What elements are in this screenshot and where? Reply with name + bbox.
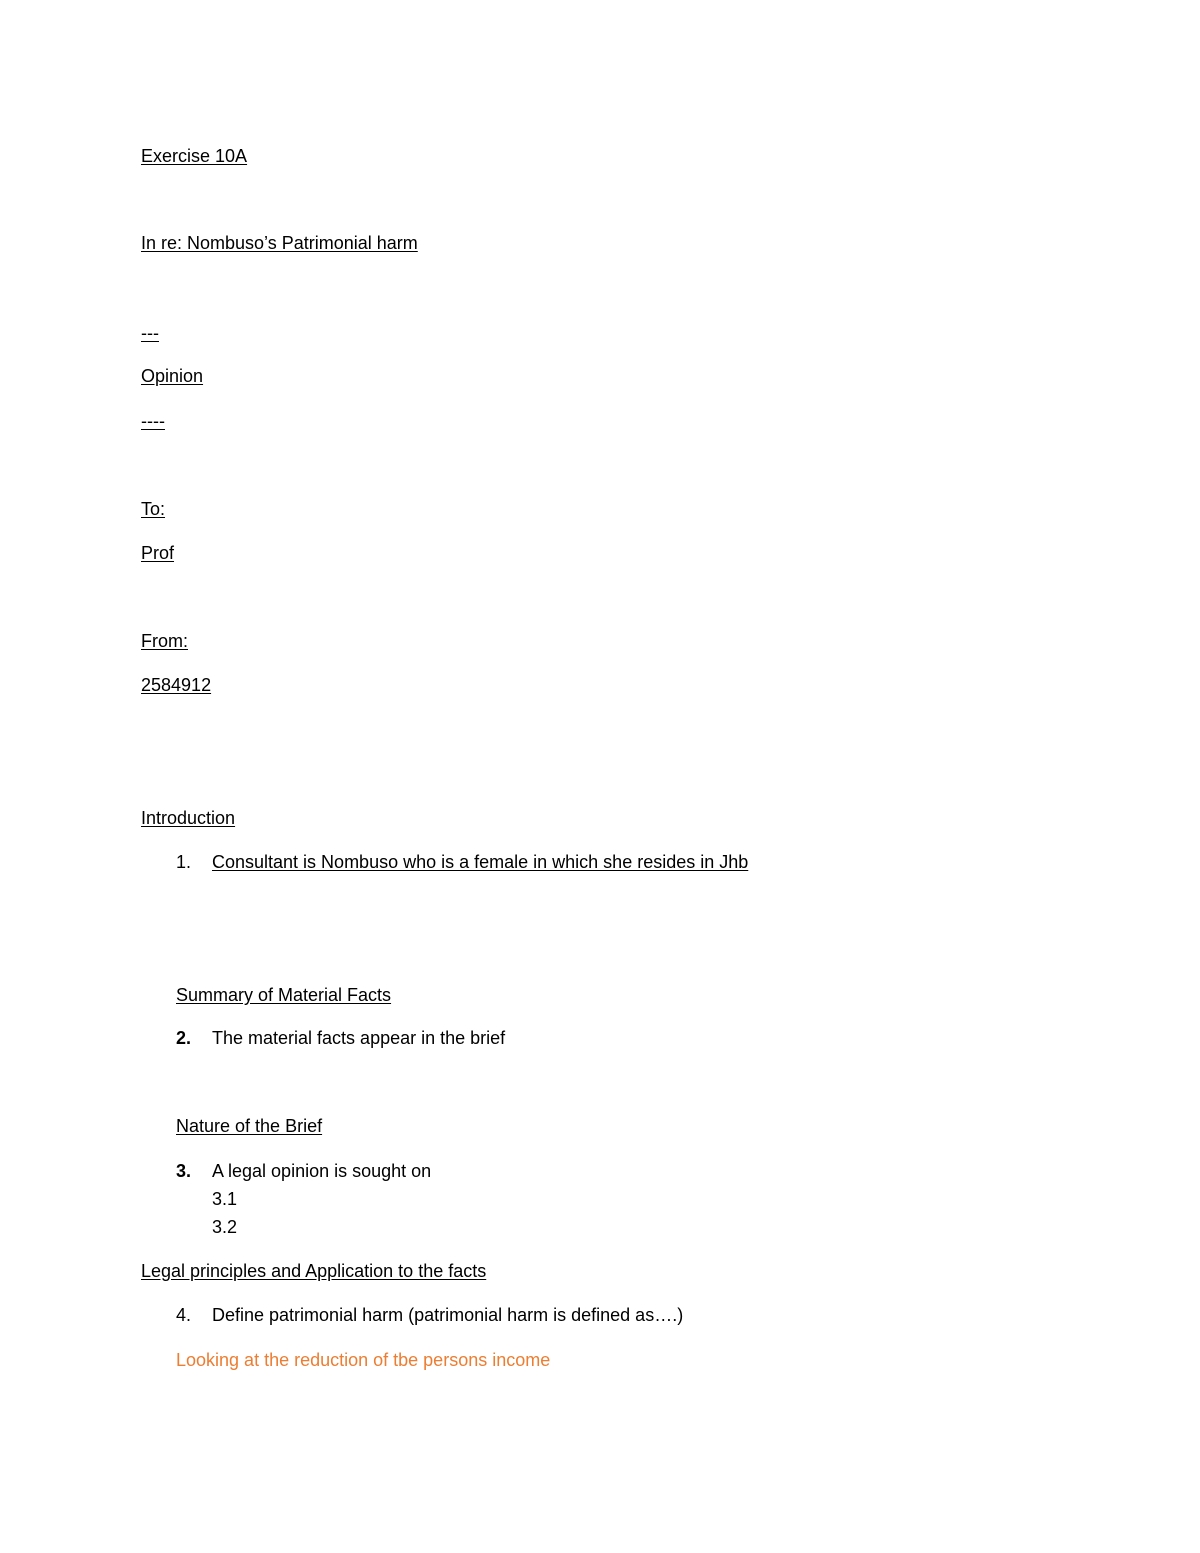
dash-separator-bottom: ---- [141,411,165,431]
to-value: Prof [141,543,175,563]
exercise-title: Exercise 10A [141,146,248,166]
summary-item-text: The material facts appear in the brief [212,1028,506,1048]
from-value: 2584912 [141,675,212,695]
legal-principles-heading: Legal principles and Application to the facts [141,1261,487,1281]
summary-item-number: 2. [176,1028,192,1048]
nature-item-text: A legal opinion is sought on [212,1161,432,1181]
in-re-line: In re: Nombuso’s Patrimonial harm [141,233,418,253]
nature-item-number: 3. [176,1161,192,1181]
legal-item-text: Define patrimonial harm (patrimonial harm is defined as….) [212,1305,684,1325]
introduction-heading: Introduction [141,808,236,828]
introduction-item-number: 1. [176,852,192,872]
legal-note: Looking at the reduction of tbe persons income [176,1350,551,1370]
introduction-item-text: Consultant is Nombuso who is a female in which she resides in Jhb [212,852,749,872]
nature-heading: Nature of the Brief [176,1116,323,1136]
nature-sub-item: 3.2 [212,1217,238,1237]
dash-separator-top: --- [141,323,159,343]
to-label: To: [141,499,166,519]
summary-heading: Summary of Material Facts [176,985,392,1005]
from-label: From: [141,631,188,651]
opinion-heading: Opinion [141,366,204,386]
legal-item-number: 4. [176,1305,192,1325]
nature-sub-item: 3.1 [212,1189,238,1209]
